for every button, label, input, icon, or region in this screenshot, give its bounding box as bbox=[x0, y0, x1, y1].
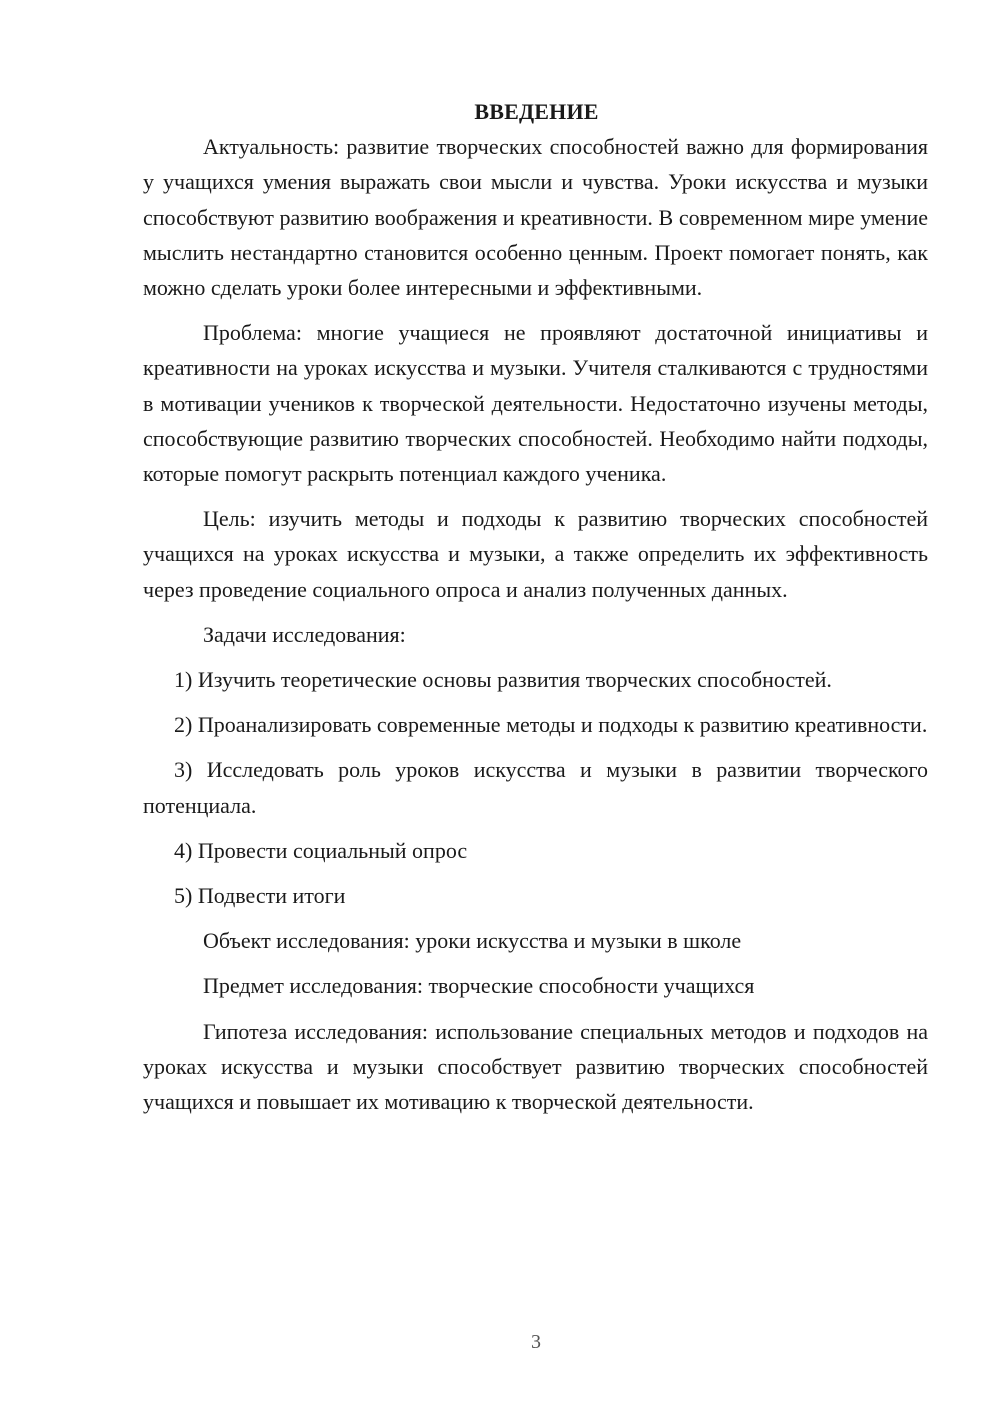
relevance-paragraph: Актуальность: развитие творческих способностей важно для формирования у учащихся умения выражать свои мысли и чувства. Уроки искусства и музыки способствуют развитию воображения и креативности. В современном мире умение мыслить нестандартно становится особенно ценным. Проект помогает понять, как можно сделать уроки более интересными и эффективными. bbox=[143, 134, 928, 301]
research-object: Объект исследования: уроки искусства и музыки в школе bbox=[203, 928, 742, 954]
task-item: 3) Исследовать роль уроков искусства и музыки в развитии творческого потенциала. bbox=[143, 757, 928, 818]
task-item: 2) Проанализировать современные методы и подходы к развитию креативности. bbox=[174, 712, 928, 738]
task-item: 5) Подвести итоги bbox=[174, 883, 346, 909]
problem-paragraph: Проблема: многие учащиеся не проявляют достаточной инициативы и креативности на уроках искусства и музыки. Учителя сталкиваются с трудностями в мотивации учеников к творческой деятельности. Недостаточно изучены методы, способствующие развитию творческих способностей. Необходимо найти подходы, которые помогут раскрыть потенциал каждого ученика. bbox=[143, 320, 928, 487]
task-item: 4) Провести социальный опрос bbox=[174, 837, 468, 863]
tasks-heading: Задачи исследования: bbox=[203, 621, 406, 647]
page-title: ВВЕДЕНИЕ bbox=[474, 99, 599, 124]
research-subject: Предмет исследования: творческие способности учащихся bbox=[203, 973, 755, 999]
goal-paragraph: Цель: изучить методы и подходы к развитию творческих способностей учащихся на уроках искусства и музыки, а также определить их эффективность через проведение социального опроса и анализ полученных данных. bbox=[143, 506, 928, 602]
task-item: 1) Изучить теоретические основы развития творческих способностей. bbox=[174, 667, 832, 693]
page-content bbox=[143, 94, 928, 1129]
page-number: 3 bbox=[531, 1331, 541, 1353]
hypothesis-paragraph: Гипотеза исследования: использование специальных методов и подходов на уроках искусства и музыки способствует развитию творческих способностей учащихся и повышает их мотивацию к творческой деятельности. bbox=[143, 1018, 928, 1115]
